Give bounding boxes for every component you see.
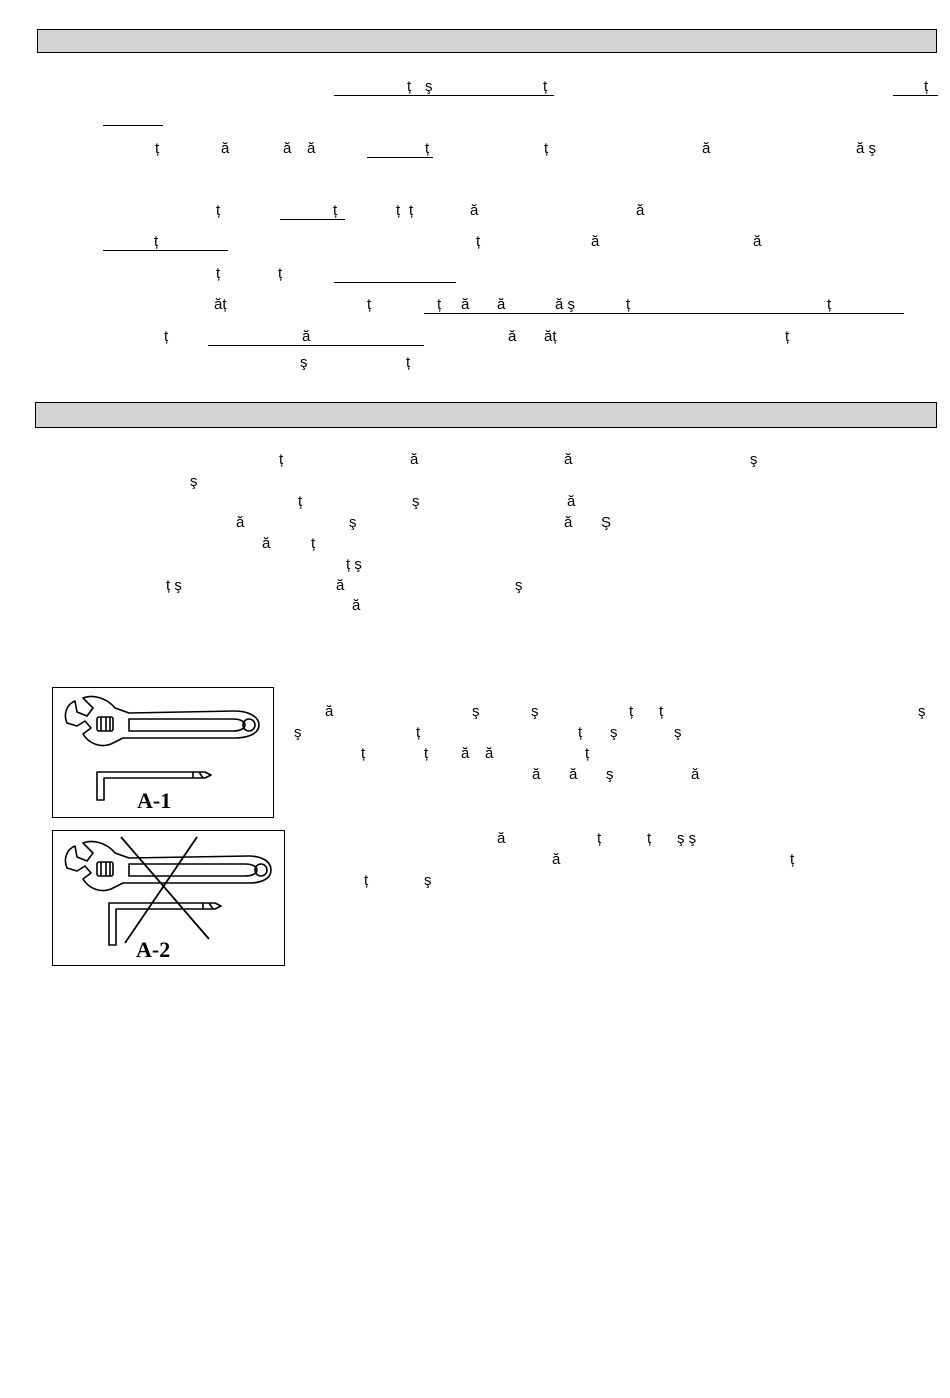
glyph: ț [424, 745, 429, 762]
glyph: ş [190, 473, 198, 490]
glyph: ş [918, 703, 926, 720]
figure-a1 [52, 687, 274, 818]
glyph: ă [591, 233, 600, 250]
glyph: ț [924, 78, 929, 95]
glyph: ă ş [555, 296, 576, 313]
glyph: ă [262, 535, 271, 552]
glyph: ă [336, 577, 345, 594]
glyph: ă [753, 233, 762, 250]
underline [208, 345, 424, 346]
glyph: ț [425, 140, 430, 157]
glyph: Ş [601, 514, 612, 531]
glyph: ă [470, 202, 479, 219]
glyph: ă [325, 703, 334, 720]
cross-out-icon [121, 837, 209, 943]
glyph: ț [626, 296, 631, 313]
glyph: ă [567, 493, 576, 510]
glyph: ț [311, 535, 316, 552]
figure-label-a1: A-1 [137, 788, 172, 813]
glyph: ț [647, 830, 652, 847]
glyph: ț [154, 233, 159, 250]
underline [280, 219, 345, 220]
glyph: ă [410, 451, 419, 468]
glyph: ă [564, 514, 573, 531]
glyph: ț ş [166, 577, 182, 594]
glyph: ă [485, 745, 494, 762]
glyph: ț [790, 851, 795, 868]
glyph: ş [349, 514, 357, 531]
glyph: ă ş [856, 140, 877, 157]
glyph: ş [294, 724, 302, 741]
glyph: ă [497, 296, 506, 313]
glyph: ț [298, 493, 303, 510]
glyph: ț [216, 202, 221, 219]
glyph: ăț [214, 296, 227, 313]
glyph: ă [569, 766, 578, 783]
glyph: ț [585, 745, 590, 762]
glyph: ț [278, 265, 283, 282]
glyph: ț [597, 830, 602, 847]
glyph: ț ş [346, 556, 362, 573]
glyph: ă [508, 328, 517, 345]
glyph: ş [300, 354, 308, 371]
figure-a2 [52, 830, 285, 966]
glyph: ț [437, 296, 442, 313]
underline [424, 313, 904, 314]
glyph: ț [544, 140, 549, 157]
glyph: ş [606, 766, 614, 783]
glyph: ă [552, 851, 561, 868]
glyph: ş [472, 703, 480, 720]
glyph: ş [674, 724, 682, 741]
underline [103, 125, 163, 126]
glyph: ă [702, 140, 711, 157]
glyph: ă [636, 202, 645, 219]
glyph: ş [425, 78, 433, 95]
underline [103, 250, 228, 251]
glyph: ț [361, 745, 366, 762]
glyph: ț [333, 202, 338, 219]
glyph: ş [412, 493, 420, 510]
glyph: ț [216, 265, 221, 282]
glyph: ă [302, 328, 311, 345]
glyph: ă [497, 830, 506, 847]
glyph: ă [283, 140, 292, 157]
glyph: ț [407, 78, 412, 95]
section-header-bar-2 [35, 402, 937, 428]
figure-label-a2: A-2 [136, 937, 171, 962]
glyph: ş [424, 872, 432, 889]
glyph: ă [221, 140, 230, 157]
glyph: ț [629, 703, 634, 720]
glyph: ş [515, 577, 523, 594]
glyph: ț [367, 296, 372, 313]
wrench-icon [65, 696, 259, 745]
glyph: ă [461, 745, 470, 762]
glyph: ă [532, 766, 541, 783]
underline [367, 157, 433, 158]
glyph: ş ş [677, 830, 697, 847]
underline [334, 282, 456, 283]
glyph: ț [827, 296, 832, 313]
underline [334, 95, 554, 96]
glyph: ț [409, 202, 414, 219]
glyph: ț [785, 328, 790, 345]
glyph: ț [406, 354, 411, 371]
glyph: ț [659, 703, 664, 720]
glyph: ă [564, 451, 573, 468]
glyph: ț [476, 233, 481, 250]
glyph: ş [610, 724, 618, 741]
glyph: ț [416, 724, 421, 741]
underline [893, 95, 938, 96]
glyph: ă [352, 597, 361, 614]
glyph: ț [543, 78, 548, 95]
glyph: ă [307, 140, 316, 157]
glyph: ț [164, 328, 169, 345]
glyph: ş [531, 703, 539, 720]
glyph: ț [578, 724, 583, 741]
glyph: ă [236, 514, 245, 531]
glyph: ț [396, 202, 401, 219]
glyph: ă [461, 296, 470, 313]
glyph: ț [364, 872, 369, 889]
glyph: ă [691, 766, 700, 783]
glyph: ț [155, 140, 160, 157]
wrench-icon [65, 841, 271, 890]
glyph: ş [750, 451, 758, 468]
glyph: ăț [544, 328, 557, 345]
glyph: ț [279, 451, 284, 468]
section-header-bar-1 [37, 29, 937, 53]
